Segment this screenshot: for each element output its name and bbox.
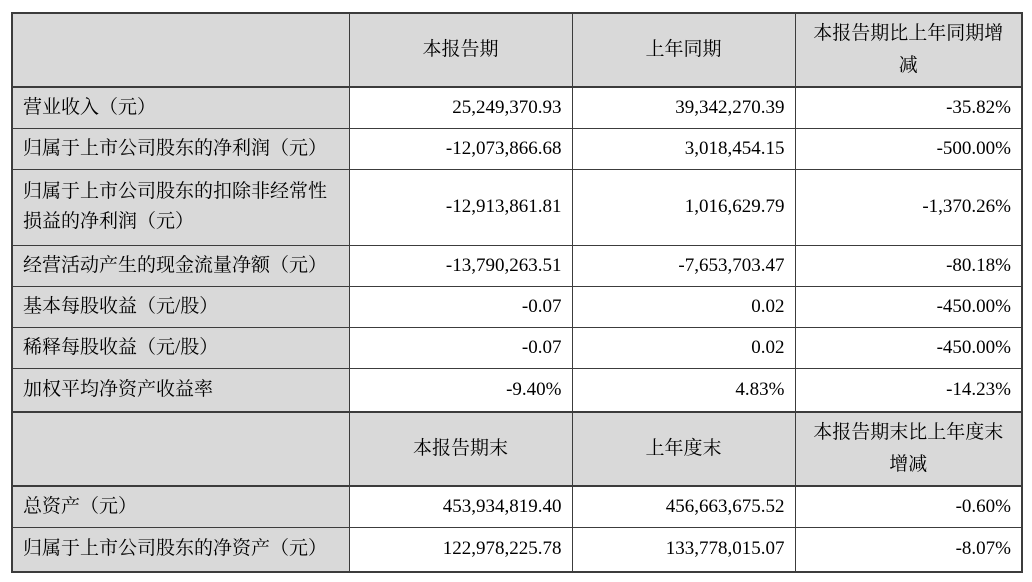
value-prior-period: 4.83% xyxy=(572,368,795,412)
value-prior-period: -7,653,703.47 xyxy=(572,245,795,286)
row-label: 营业收入（元） xyxy=(12,87,349,128)
row-label: 稀释每股收益（元/股） xyxy=(12,327,349,368)
value-current-period: 453,934,819.40 xyxy=(349,486,572,527)
value-change: -1,370.26% xyxy=(795,169,1022,245)
header-row-period xyxy=(12,13,1022,87)
value-current-period: -12,913,861.81 xyxy=(349,169,572,245)
value-current-period: -13,790,263.51 xyxy=(349,245,572,286)
value-change: -14.23% xyxy=(795,368,1022,412)
table-row-operating-cash-flow xyxy=(12,245,1022,286)
row-label: 归属于上市公司股东的扣除非经常性损益的净利润（元） xyxy=(12,169,349,245)
value-current-period: -0.07 xyxy=(349,286,572,327)
table-row-total-assets xyxy=(12,486,1022,527)
row-label: 加权平均净资产收益率 xyxy=(12,368,349,412)
value-current-period: 122,978,225.78 xyxy=(349,527,572,572)
value-prior-period: 456,663,675.52 xyxy=(572,486,795,527)
table-row-net-profit-excl-nonrecurring xyxy=(12,169,1022,245)
header-current-period: 本报告期 xyxy=(349,13,572,87)
value-prior-period: 0.02 xyxy=(572,286,795,327)
key-financial-data-table xyxy=(11,12,1023,573)
value-change: -80.18% xyxy=(795,245,1022,286)
value-change: -0.60% xyxy=(795,486,1022,527)
header-period-change: 本报告期比上年同期增减 xyxy=(795,13,1022,87)
value-current-period: -9.40% xyxy=(349,368,572,412)
table-row-basic-eps xyxy=(12,286,1022,327)
header-prior-year-end: 上年度末 xyxy=(572,412,795,486)
row-label: 归属于上市公司股东的净资产（元） xyxy=(12,527,349,572)
value-change: -500.00% xyxy=(795,128,1022,169)
header-period-end-change: 本报告期末比上年度末增减 xyxy=(795,412,1022,486)
header-prior-period: 上年同期 xyxy=(572,13,795,87)
row-label: 归属于上市公司股东的净利润（元） xyxy=(12,128,349,169)
value-current-period: 25,249,370.93 xyxy=(349,87,572,128)
row-label: 总资产（元） xyxy=(12,486,349,527)
header-blank-cell xyxy=(12,412,349,486)
value-change: -8.07% xyxy=(795,527,1022,572)
table-row-net-profit xyxy=(12,128,1022,169)
value-prior-period: 3,018,454.15 xyxy=(572,128,795,169)
table-row-net-assets xyxy=(12,527,1022,572)
value-prior-period: 0.02 xyxy=(572,327,795,368)
value-change: -35.82% xyxy=(795,87,1022,128)
table-row-diluted-eps xyxy=(12,327,1022,368)
value-current-period: -0.07 xyxy=(349,327,572,368)
table-row-operating-revenue xyxy=(12,87,1022,128)
value-current-period: -12,073,866.68 xyxy=(349,128,572,169)
value-prior-period: 39,342,270.39 xyxy=(572,87,795,128)
value-prior-period: 133,778,015.07 xyxy=(572,527,795,572)
header-blank-cell xyxy=(12,13,349,87)
row-label: 经营活动产生的现金流量净额（元） xyxy=(12,245,349,286)
row-label: 基本每股收益（元/股） xyxy=(12,286,349,327)
value-change: -450.00% xyxy=(795,327,1022,368)
value-prior-period: 1,016,629.79 xyxy=(572,169,795,245)
table-row-weighted-avg-roe xyxy=(12,368,1022,412)
header-row-period-end xyxy=(12,412,1022,486)
value-change: -450.00% xyxy=(795,286,1022,327)
header-current-period-end: 本报告期末 xyxy=(349,412,572,486)
